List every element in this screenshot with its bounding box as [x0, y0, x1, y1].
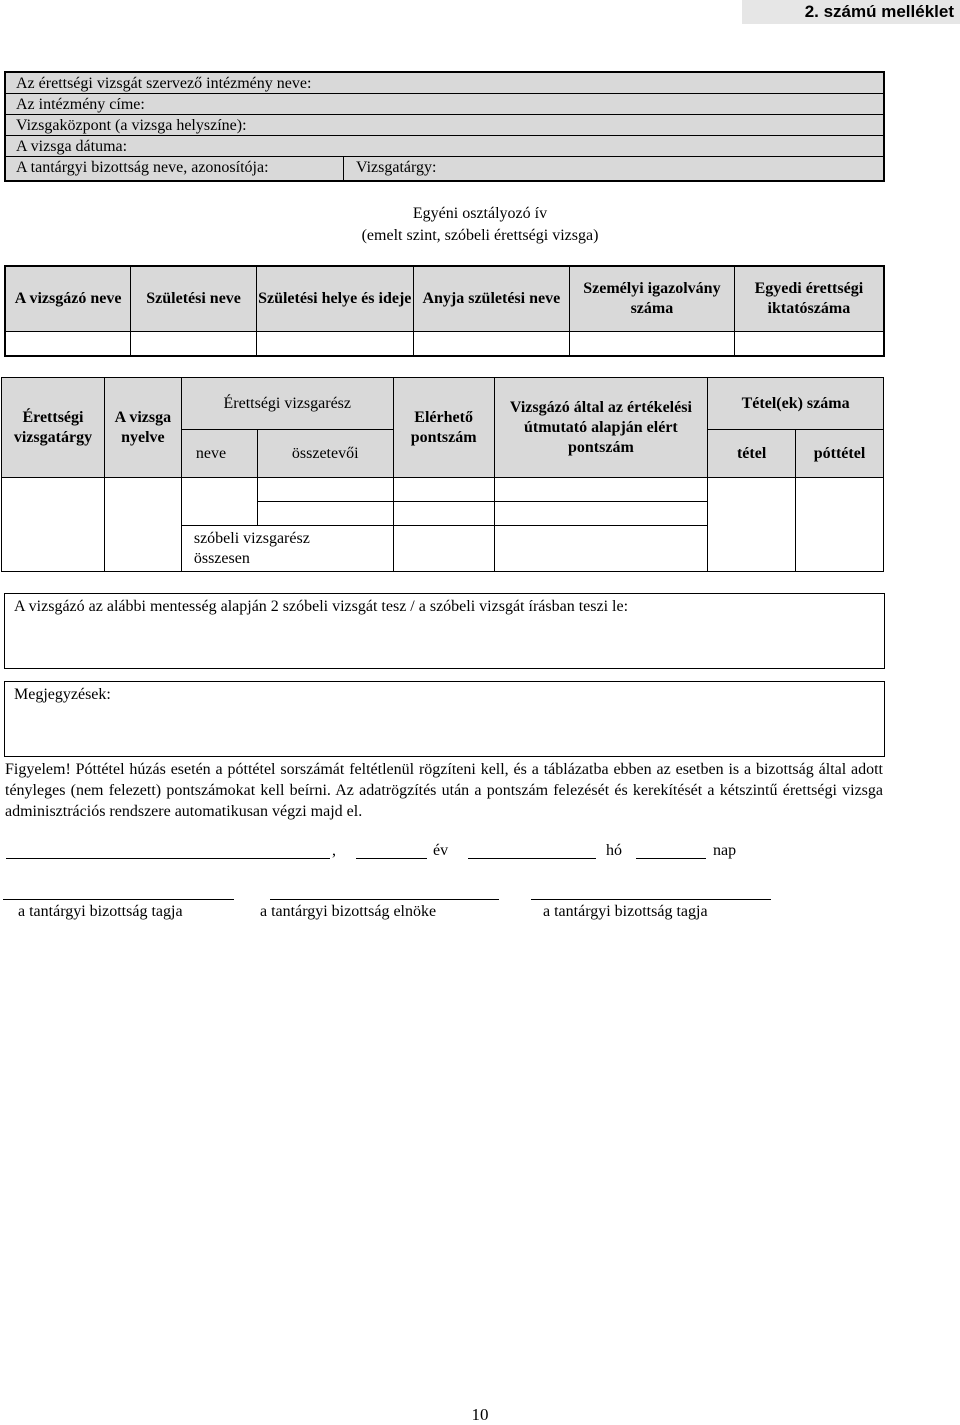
exam-date-label: A vizsga dátuma: [16, 138, 128, 155]
cell-oral-total-max[interactable] [393, 526, 494, 572]
cell-exam-subject[interactable] [2, 478, 105, 572]
cell-max-points-2[interactable] [393, 502, 494, 526]
cell-part-name[interactable] [181, 478, 257, 526]
signature-line-2[interactable] [270, 899, 499, 900]
personal-data-table [4, 265, 885, 357]
cell-achieved-points-1[interactable] [494, 478, 708, 502]
exam-center-label: Vizsgaközpont (a vizsga helyszíne): [16, 117, 247, 134]
header-exam-subject: Érettségi vizsgatárgy [2, 378, 105, 478]
header-exam-registry-number: Egyedi érettségi iktatószáma [734, 266, 884, 331]
cell-part-components-1[interactable] [257, 478, 393, 502]
committee-field[interactable] [16, 159, 269, 176]
header-birth-name: Születési neve [131, 266, 257, 331]
institution-address-field[interactable] [6, 94, 883, 115]
cell-part-components-2[interactable] [257, 502, 393, 526]
exemption-box[interactable] [4, 593, 885, 669]
date-comma: , [332, 842, 336, 859]
header-item-numbers: Tétel(ek) száma [708, 378, 884, 430]
institution-name-label: Az érettségi vizsgát szervező intézmény neve: [16, 75, 312, 92]
header-exam-part: Érettségi vizsgarész [181, 378, 393, 430]
cell-item[interactable] [708, 478, 796, 572]
signature-line-3[interactable] [531, 899, 771, 900]
attachment-label: 2. számú melléklet [742, 0, 960, 24]
cell-exam-language[interactable] [104, 478, 181, 572]
header-id-number: Személyi igazolvány száma [570, 266, 735, 331]
cell-achieved-points-2[interactable] [494, 502, 708, 526]
cell-candidate-name[interactable] [5, 331, 131, 356]
header-exam-language: A vizsga nyelve [104, 378, 181, 478]
form-title: Egyéni osztályozó ív [412, 205, 548, 222]
committee-subject-row [6, 157, 883, 180]
committee-label: A tantárgyi bizottság neve, azonosítója: [16, 159, 269, 176]
notice-text: Figyelem! Póttétel húzás esetén a póttétel sorszámát feltétlenül rögzíteni kell, és a táblázatba ebben az esetben is a bizottság által adott tényleges (nem felezett) pontszámokat kell beírni. Az adatrögzítés után a pontszám felezését és kerekítését a kétszintű érettségi vizsga adminisztrációs rendszere automatikusan végzi majd el. [5, 761, 883, 820]
oral-total-label: szóbeli vizsgarész összesen [181, 526, 393, 572]
institution-address-label: Az intézmény címe: [16, 96, 145, 113]
remarks-box[interactable] [4, 681, 885, 757]
cell-birth-place-date[interactable] [256, 331, 413, 356]
date-month-label: hó [606, 842, 622, 859]
subject-label: Vizsgatárgy: [356, 159, 437, 176]
exam-info-box [4, 71, 885, 182]
date-year-label: év [433, 842, 449, 859]
cell-mother-name[interactable] [413, 331, 570, 356]
cell-max-points-1[interactable] [393, 478, 494, 502]
header-max-points: Elérhető pontszám [393, 378, 494, 478]
cell-id-number[interactable] [570, 331, 735, 356]
exemption-label: A vizsgázó az alábbi mentesség alapján 2 szóbeli vizsgát tesz / a szóbeli vizsgát írásban teszi le: [14, 598, 629, 615]
header-birth-place-date: Születési helye és ideje [256, 266, 413, 331]
header-part-components: összetevői [257, 430, 393, 478]
remarks-label: Megjegyzések: [14, 686, 111, 703]
score-table [1, 377, 884, 572]
exam-center-field[interactable] [6, 115, 883, 136]
header-item: tétel [708, 430, 796, 478]
header-candidate-name: A vizsgázó neve [5, 266, 131, 331]
header-backup-item: póttétel [796, 430, 884, 478]
institution-name-field[interactable] [6, 73, 883, 94]
exam-date-field[interactable] [6, 136, 883, 157]
header-part-name: neve [181, 430, 257, 478]
signature-line-1[interactable] [3, 899, 234, 900]
subject-field[interactable] [356, 157, 437, 178]
header-mother-name: Anyja születési neve [413, 266, 570, 331]
form-subtitle: (emelt szint, szóbeli érettségi vizsga) [361, 227, 599, 244]
date-day-label: nap [713, 842, 737, 859]
signature-label-member-1: a tantárgyi bizottság tagja [18, 903, 183, 920]
cell-birth-name[interactable] [131, 331, 257, 356]
cell-oral-total-achieved[interactable] [494, 526, 708, 572]
signature-label-member-2: a tantárgyi bizottság tagja [543, 903, 708, 920]
cell-backup-item[interactable] [796, 478, 884, 572]
page-number: 10 [471, 1405, 489, 1424]
cell-exam-registry-number[interactable] [734, 331, 884, 356]
signature-label-chair: a tantárgyi bizottság elnöke [260, 903, 437, 920]
header-achieved-points: Vizsgázó által az értékelési útmutató alapján elért pontszám [494, 378, 708, 478]
